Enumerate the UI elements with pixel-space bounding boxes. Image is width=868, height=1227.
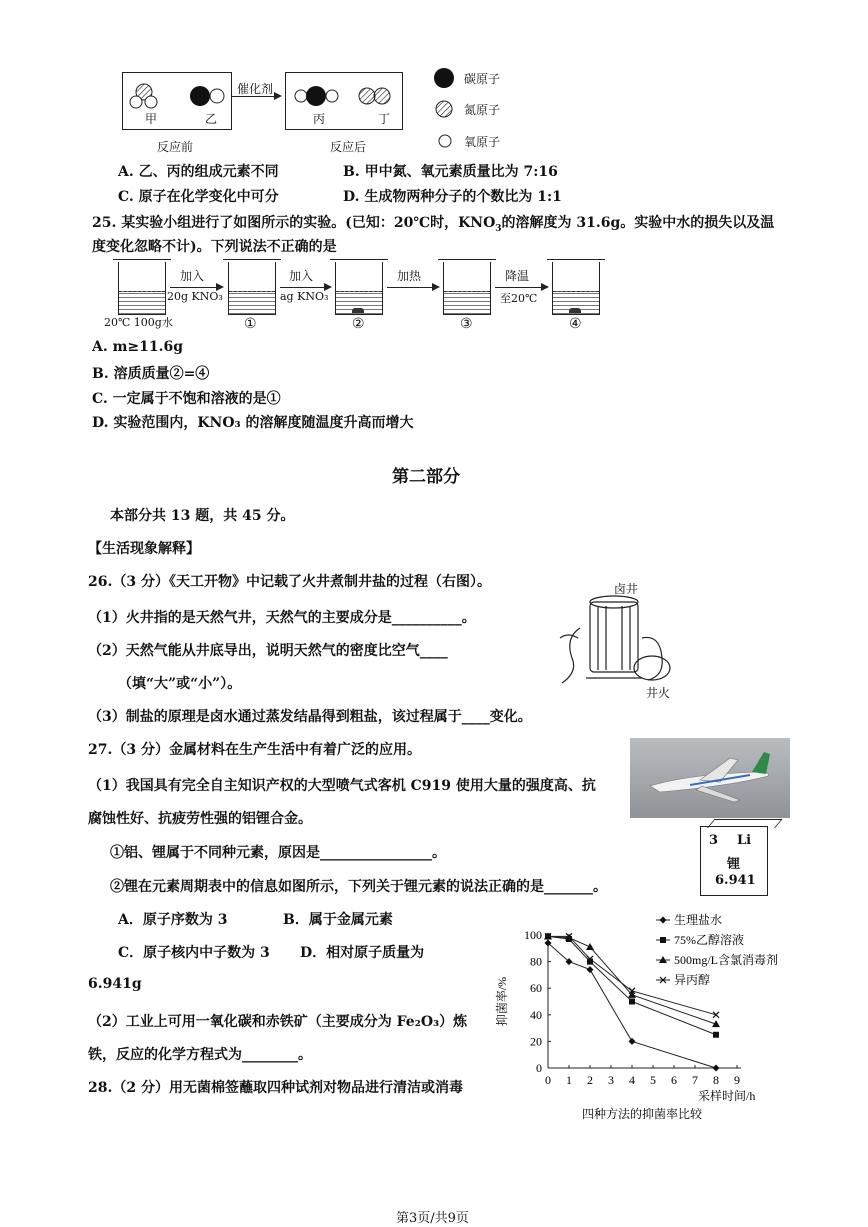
y-tick-label: 60 xyxy=(530,981,542,996)
x-tick-label: 0 xyxy=(545,1073,551,1087)
step1-top: 加入 xyxy=(180,269,205,283)
q27-option-c: C．原子核内中子数为 3 xyxy=(118,945,270,961)
element-symbol: Li xyxy=(737,833,752,848)
data-point-s1 xyxy=(629,1038,636,1045)
q27-option-a: A．原子序数为 3 xyxy=(118,912,228,928)
data-point-s3 xyxy=(586,943,594,950)
step4-bottom: 至20℃ xyxy=(500,292,538,305)
label-yi: 乙 xyxy=(205,112,218,126)
step3-top: 加热 xyxy=(397,269,422,283)
q26-line4: （3）制盐的原理是卤水通过蒸发结晶得到粗盐，该过程属于____变化。 xyxy=(88,709,532,725)
data-point-s2 xyxy=(629,999,635,1005)
oxygen-atom-icon xyxy=(437,133,453,149)
q26-line2: （2）天然气能从井底导出，说明天然气的密度比空气____ xyxy=(88,643,448,659)
figure-label-fire: 井火 xyxy=(646,686,671,700)
section-heading: 【生活现象解释】 xyxy=(88,541,200,557)
y-tick-label: 80 xyxy=(530,954,542,969)
q27-p1-line1: （1）我国具有完全自主知识产权的大型喷气式客机 C919 使用大量的强度高、抗 xyxy=(88,778,596,794)
element-number: 3 xyxy=(709,833,719,848)
q26-line1: （1）火井指的是天然气井，天然气的主要成分是__________。 xyxy=(88,610,476,626)
beaker-2 xyxy=(335,262,383,315)
step2-arrow xyxy=(280,287,330,288)
beaker-1 xyxy=(228,262,276,315)
legend-oxygen: 氧原子 xyxy=(464,135,501,149)
step2-bottom: ag KNO₃ xyxy=(280,290,329,303)
q25-stem-line2: 度变化忽略不计)。下列说法不正确的是 xyxy=(92,239,337,255)
start-label: 20℃ 100g水 xyxy=(104,316,173,329)
figure-label-well: 卤井 xyxy=(614,582,639,596)
q27-option-b: B．属于金属元素 xyxy=(283,912,393,928)
data-point-s2 xyxy=(713,1032,719,1038)
q25-option-b: B. 溶质质量②=④ xyxy=(92,366,210,382)
q25-option-c: C. 一定属于不饱和溶液的是① xyxy=(92,391,281,407)
label-jia: 甲 xyxy=(145,112,158,126)
element-name: 锂 xyxy=(727,857,741,872)
beaker-start xyxy=(118,262,166,315)
step3-arrow xyxy=(387,287,438,288)
lithium-element-card xyxy=(700,826,768,896)
beaker-label-2: ② xyxy=(352,316,365,332)
page-footer: 第3页/共9页 xyxy=(396,1211,469,1226)
beaker-4 xyxy=(552,262,600,315)
inhibition-rate-chart xyxy=(480,910,810,1130)
reaction-arrow xyxy=(232,96,280,97)
legend-entry: 异丙醇 xyxy=(674,973,711,987)
step1-arrow xyxy=(170,287,222,288)
label-bing: 丙 xyxy=(313,112,326,126)
legend-entry: 75%乙醇溶液 xyxy=(674,933,744,947)
q27-p1-line2: 腐蚀性好、抗疲劳性强的铝锂合金。 xyxy=(88,811,312,827)
q24-option-c: C. 原子在化学变化中可分 xyxy=(118,189,279,205)
q27-option-d: D．相对原子质量为 xyxy=(300,945,425,961)
legend-nitrogen: 氮原子 xyxy=(464,103,501,117)
q27-sub2: ②锂在元素周期表中的信息如图所示，下列关于锂元素的说法正确的是_______。 xyxy=(110,879,607,895)
beaker-label-4: ④ xyxy=(569,316,582,332)
x-tick-label: 9 xyxy=(734,1073,740,1087)
q27-sub1: ①铝、锂属于不同种元素，原因是________________。 xyxy=(110,845,446,861)
y-axis-label: 抑菌率/% xyxy=(495,976,509,1027)
x-tick-label: 2 xyxy=(587,1073,593,1087)
legend-entry: 生理盐水 xyxy=(674,913,723,927)
part2-title: 第二部分 xyxy=(392,467,460,487)
beaker-label-3: ③ xyxy=(460,316,473,332)
step4-arrow xyxy=(495,287,547,288)
q26-line3: （填“大”或“小”）。 xyxy=(118,676,242,692)
q25-option-a: A. m≥11.6g xyxy=(92,339,184,355)
q24-option-a: A. 乙、丙的组成元素不同 xyxy=(118,164,279,180)
x-tick-label: 5 xyxy=(650,1073,656,1087)
step1-bottom: 20g KNO₃ xyxy=(167,290,223,303)
catalyst-label: 催化剂 xyxy=(237,82,274,96)
label-ding: 丁 xyxy=(378,112,391,126)
legend-entry: 500mg/L含氯消毒剂 xyxy=(674,953,778,967)
chart-title: 四种方法的抑菌率比较 xyxy=(581,1107,703,1121)
y-tick-label: 0 xyxy=(536,1061,542,1075)
c919-airplane-photo xyxy=(630,738,790,818)
data-point-s1 xyxy=(587,966,594,973)
q26-stem: 26.（3 分）《天工开物》中记载了火井煮制井盐的过程（右图）。 xyxy=(88,574,491,590)
q25-stem-line1: 25. 某实验小组进行了如图所示的实验。(已知：20℃时，$KNO_3$的溶解度为 31.6g。实验中水的损失以及温 xyxy=(92,215,775,234)
before-label: 反应前 xyxy=(157,140,194,154)
nitrogen-atom-icon xyxy=(434,99,454,119)
x-tick-label: 8 xyxy=(713,1073,719,1087)
q27-p2-line1: （2）工业上可用一氧化碳和赤铁矿（主要成分为 Fe₂O₃）炼 xyxy=(88,1014,468,1030)
q24-option-b: B. 甲中氮、氧元素质量比为 7:16 xyxy=(343,164,558,180)
y-tick-label: 20 xyxy=(530,1034,542,1049)
legend-marker xyxy=(660,917,667,924)
x-tick-label: 4 xyxy=(629,1073,635,1087)
after-label: 反应后 xyxy=(330,140,367,154)
q27-option-d-tail: 6.941g xyxy=(88,976,142,992)
q27-stem: 27.（3 分）金属材料在生产生活中有着广泛的应用。 xyxy=(88,742,421,758)
beaker-label-1: ① xyxy=(244,316,257,332)
q28-stem: 28.（2 分）用无菌棉签蘸取四种试剂对物品进行清洁或消毒 xyxy=(88,1080,463,1096)
part2-intro: 本部分共 13 题，共 45 分。 xyxy=(110,508,295,524)
y-tick-label: 100 xyxy=(524,928,542,942)
q25-option-d: D. 实验范围内，KNO₃ 的溶解度随温度升高而增大 xyxy=(92,415,414,431)
step4-top: 降温 xyxy=(505,269,530,283)
q27-p2-line2: 铁，反应的化学方程式为________。 xyxy=(88,1047,312,1063)
x-tick-label: 1 xyxy=(566,1073,572,1087)
y-tick-label: 40 xyxy=(530,1007,542,1022)
element-mass: 6.941 xyxy=(715,873,756,888)
q24-option-d: D. 生成物两种分子的个数比为 1:1 xyxy=(343,189,562,205)
carbon-atom-icon xyxy=(432,66,456,90)
beaker-3 xyxy=(443,262,491,315)
legend-carbon: 碳原子 xyxy=(464,72,501,86)
x-tick-label: 7 xyxy=(692,1073,698,1087)
x-tick-label: 3 xyxy=(608,1073,614,1087)
data-point-s1 xyxy=(713,1065,720,1072)
x-tick-label: 6 xyxy=(671,1073,677,1087)
x-axis-label: 采样时间/h xyxy=(698,1089,756,1103)
legend-marker xyxy=(660,937,666,943)
step2-top: 加入 xyxy=(289,269,314,283)
